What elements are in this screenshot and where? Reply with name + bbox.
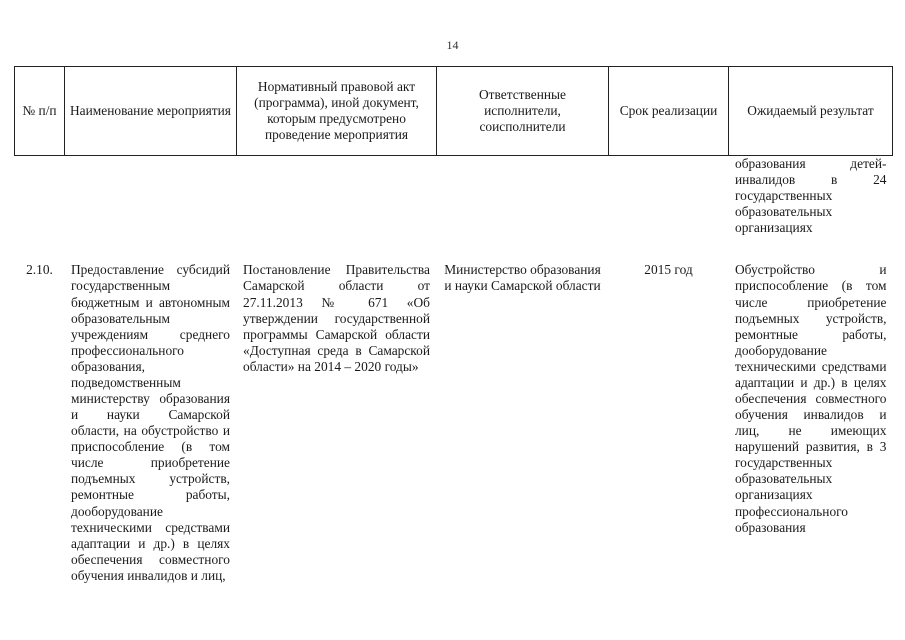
header-legal-act: Нормативный правовой акт (программа), иной документ, которым предусмотрено проведение мероприятия <box>237 67 437 156</box>
header-term: Срок реализации <box>609 67 729 156</box>
continuation-row <box>15 156 893 237</box>
header-name: Наименование мероприятия <box>65 67 237 156</box>
row-number: 2.10. <box>26 262 53 278</box>
table-header-row <box>15 67 893 156</box>
header-result: Ожидаемый результат <box>729 67 893 156</box>
row-measure-name: Предоставление субсидий государственным бюджетным и автономным образовательным учреждениям среднего профессионального образования, подведомственным министерству образования и науки Самарской области, на обустройство и приспособление (в том числе приобретение подъемных устройств, ремонтные работы, дооборудование техническими средствами адаптации и др.) в целях обеспечения совместного обучения инвалидов и лиц, <box>71 262 230 583</box>
row-executors: Министерство образования и науки Самарской области <box>444 262 601 294</box>
row-expected-result: Обустройство и приспособление (в том числе приобретение подъемных устройств, ремонтные работы, дооборудование техническими средствами адаптации и др.) в целях обеспечения совместного обучения инвалидов и лиц, не имеющих нарушений развития, в 3 государственных образовательных организациях профессионального образования <box>735 262 887 535</box>
page-number: 14 <box>446 38 459 52</box>
table-row <box>15 236 893 584</box>
row-term: 2015 год <box>644 262 693 278</box>
continuation-result: образования детей-инвалидов в 24 государственных образовательных организациях <box>735 156 887 236</box>
header-executors: Ответственные исполнители, соисполнители <box>437 67 609 156</box>
measures-table <box>14 66 893 584</box>
row-legal-act: Постановление Правительства Самарской области от 27.11.2013 № 671 «Об утверждении государственной программы Самарской области «Доступная среда в Самарской области» на 2014 – 2020 годы» <box>243 262 430 374</box>
header-number: № п/п <box>15 67 65 156</box>
